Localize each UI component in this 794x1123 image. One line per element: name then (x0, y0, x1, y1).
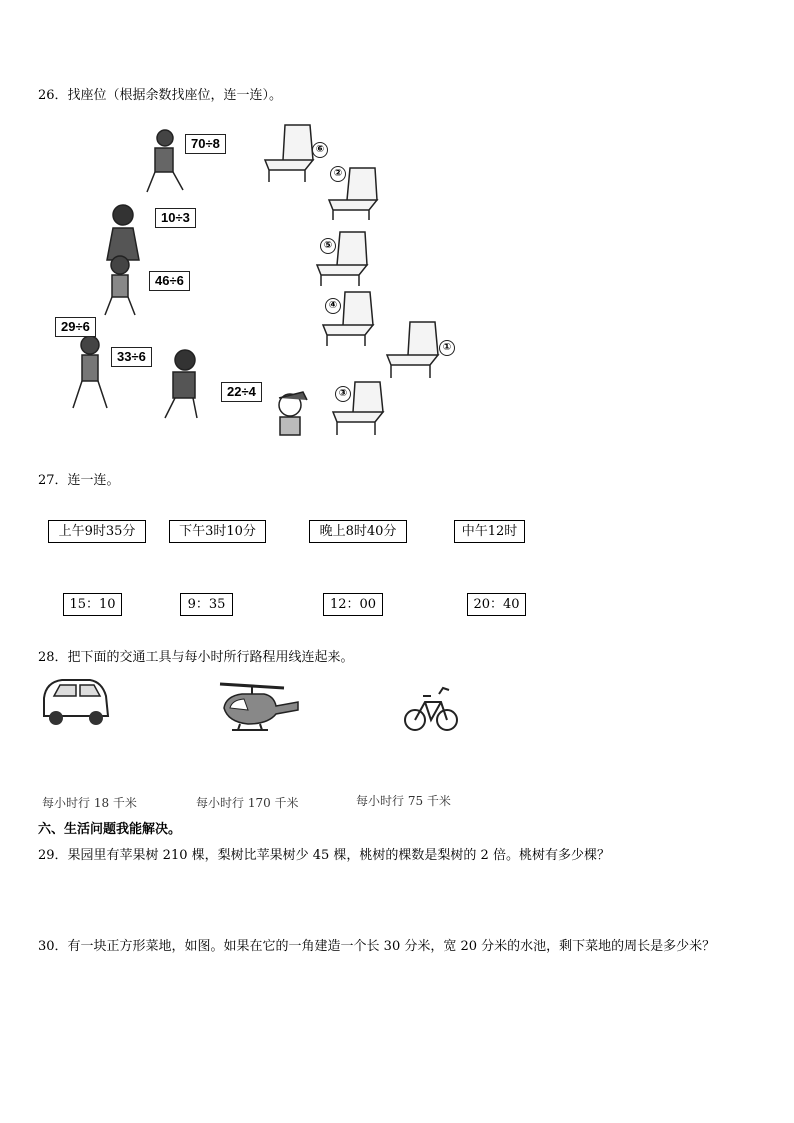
bicycle-icon[interactable] (403, 672, 459, 736)
time-text-box-4[interactable]: 中午12时 (454, 520, 525, 543)
seat-matching-figure (55, 120, 475, 442)
helicopter-icon[interactable] (218, 678, 300, 734)
seat-number-3[interactable]: ③ (335, 386, 351, 402)
division-bubble-2[interactable]: 10÷3 (155, 208, 196, 228)
question-27-text: 27．连一连。 (38, 473, 120, 488)
child-2-icon (107, 205, 139, 260)
time-digital-box-4[interactable]: 20：40 (467, 593, 526, 616)
question-26-text: 26．找座位（根据余数找座位，连一连）。 (38, 88, 283, 103)
division-bubble-1[interactable]: 70÷8 (185, 134, 226, 154)
time-digital-box-1[interactable]: 15：10 (63, 593, 122, 616)
division-bubble-6[interactable]: 22÷4 (221, 382, 262, 402)
time-text-box-1[interactable]: 上午9时35分 (48, 520, 146, 543)
seat-number-4[interactable]: ④ (325, 298, 341, 314)
time-digital-box-2[interactable]: 9：35 (180, 593, 233, 616)
speed-label-3[interactable]: 每小时行 75 千米 (356, 794, 451, 808)
section-6-title: 六、生活问题我能解决。 (38, 822, 182, 837)
child-1-icon (147, 130, 183, 192)
child-4-icon (73, 336, 107, 408)
chair-icon (265, 125, 313, 182)
question-30-text: 30．有一块正方形菜地，如图。如果在它的一角建造一个长 30 分米，宽 20 分米的水池，剩下菜地的周长是多少米？ (38, 939, 716, 954)
chair-icon (387, 322, 438, 378)
time-text-box-3[interactable]: 晚上8时40分 (309, 520, 407, 543)
question-29-text: 29．果园里有苹果树 210 棵，梨树比苹果树少 45 棵，桃树的棵数是梨树的 2 倍。桃树有多少棵？ (38, 848, 610, 863)
chairs-illustration (265, 125, 438, 435)
seat-number-2[interactable]: ② (330, 166, 346, 182)
child-3-icon (105, 256, 135, 315)
seat-number-5[interactable]: ⑤ (320, 238, 336, 254)
seat-number-6[interactable]: ⑥ (312, 142, 328, 158)
child-6-icon (279, 392, 307, 435)
division-bubble-4[interactable]: 29÷6 (55, 317, 96, 337)
question-28-text: 28．把下面的交通工具与每小时所行路程用线连起来。 (38, 650, 354, 665)
children-illustration (55, 120, 475, 442)
time-digital-box-3[interactable]: 12：00 (323, 593, 383, 616)
speed-label-1[interactable]: 每小时行 18 千米 (42, 796, 137, 810)
car-icon[interactable] (40, 676, 112, 728)
time-text-box-2[interactable]: 下午3时10分 (169, 520, 266, 543)
division-bubble-5[interactable]: 33÷6 (111, 347, 152, 367)
division-bubble-3[interactable]: 46÷6 (149, 271, 190, 291)
child-5-icon (165, 350, 197, 418)
seat-number-1[interactable]: ① (439, 340, 455, 356)
speed-label-2[interactable]: 每小时行 170 千米 (196, 796, 299, 810)
